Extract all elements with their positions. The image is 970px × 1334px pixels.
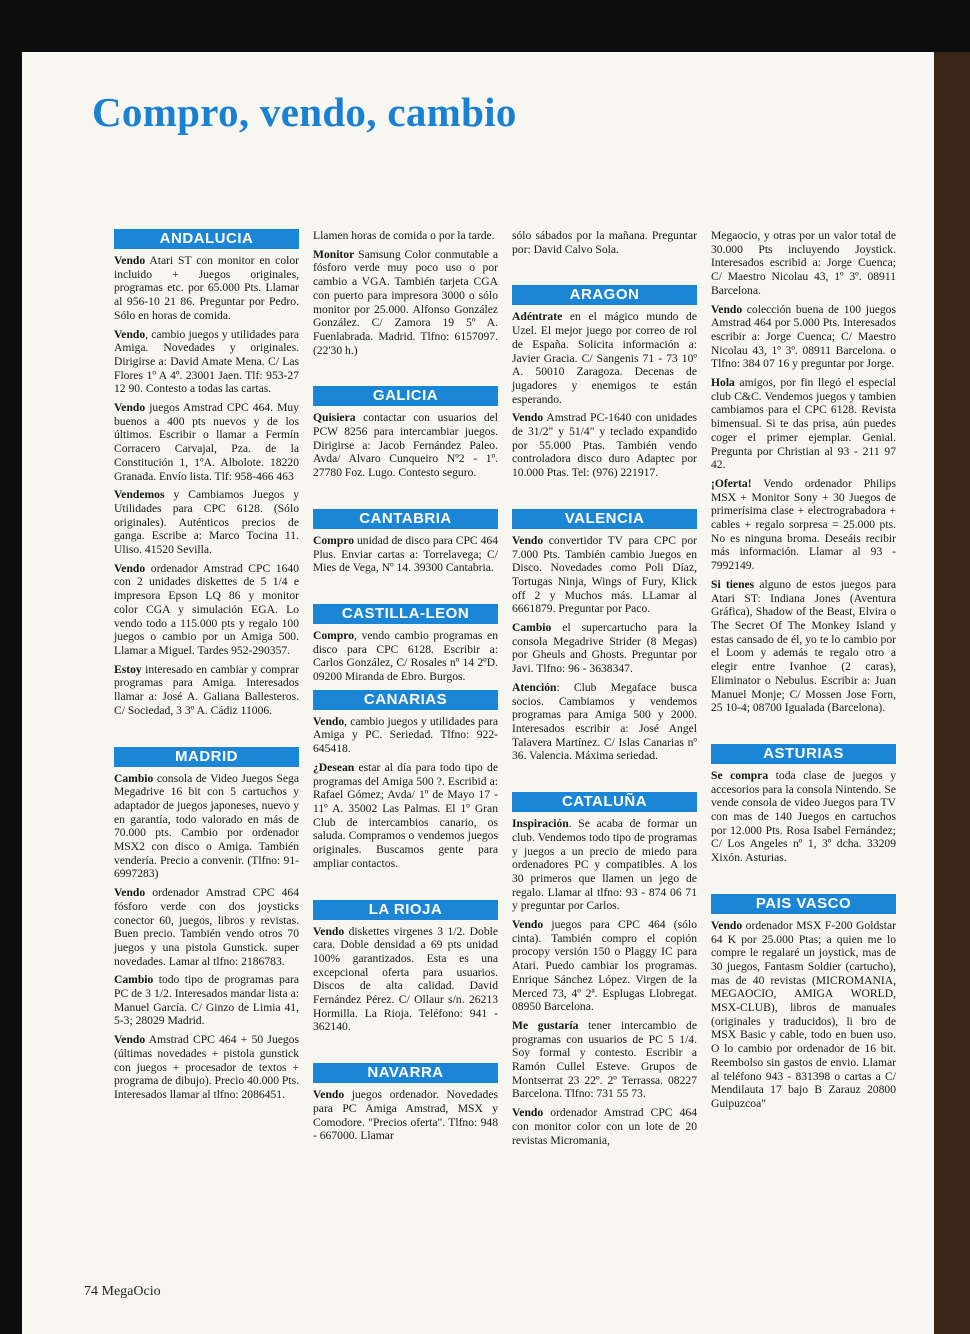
classified-ad — [512, 621, 697, 676]
ad-text: consola de Video Juegos Sega Megadrive 16 bit con 5 cartuchos y adaptador de juegos japoneses, nuevo y en garantía, todo valorado en más de 70.000 pts. Cambio por ordenador MSX2 con disco o Amiga. También vendería. Precio a convenir. (Tlfno: 91-6997283) — [114, 771, 299, 881]
ad-text: , cambio juegos y utilidades para Amiga. Novedades y originales. Dirigirse a: David Amate Mena. C/ Las Flores 1º A 4º. 23001 Jaen. Tlf: 953-27 12 90. Contesto a todas las cartas. — [114, 327, 299, 396]
ad-text: alguno de estos juegos para Atari ST: Indiana Jones (Aventura Gráfica), Shadow of the Beast, Elvira o The Secret Of The Monkey Island y estas cansado de él, yo te lo cambio por el Loom y además te regalo otro a elegir entre Ivanhoe (2 caras), Eliminator o Nebulus. Escribir a: Juan Manuel Monje; C/ Mossen Jose Forn, 25 10-4; 08700 Igualada (Barcelona). — [711, 577, 896, 715]
ad-text: colección buena de 100 juegos Amstrad 464 por 5.000 Pts. Interesados escribir a: Jorge Cuenca; C/ Maestro Nicolau 43, 1º 3º. 08911 Barcelona. o Tlfno: 384 07 16 y preguntar por Jorge. — [711, 302, 896, 371]
ad-lead-word: Vendo — [114, 254, 146, 267]
ad-lead-word: Vendo — [114, 561, 146, 575]
page-edge — [934, 52, 970, 1334]
page-title: Compro, vendo, cambio — [92, 89, 517, 135]
ad-lead-word: Estoy — [114, 662, 142, 676]
classified-ad — [114, 401, 299, 483]
ad-lead-word: Vendo — [512, 918, 544, 932]
classified-ad — [711, 919, 896, 1111]
ad-text: el supercartucho para la consola Megadrive Strider (8 Megas) por Gheuls and Ghosts. Preguntar por Javi. Tlfno: 96 - 3638347. — [512, 621, 697, 676]
region-heading: ASTURIAS — [711, 744, 896, 764]
section-spacer — [512, 261, 697, 279]
ad-text: toda clase de juegos y accesorios para la consola Nintendo. Se vende consola de video Juegos para TV con mas de 140 Juegos en cartuchos por 12.000 Pts. Rosa Isabel Fernández; C/ Los Angeles nº 1, 3º dcha. 33209 Xixón. Asturias. — [711, 768, 897, 865]
section-spacer — [313, 362, 498, 380]
ad-lead-word: Monitor — [313, 247, 355, 261]
ad-text: Samsung Color conmutable a fósforo verde muy poco uso o por cambio a VGA. También tarjeta CGA con puerto para impresora 3000 o sólo monitor por 25.000. Alfonso González González. C/ Zamora 19 5º A. Fuenlabrada. Madrid. Tlfno: 6157097. (22'30 h.) — [313, 247, 498, 357]
classified-ad — [313, 925, 498, 1035]
ad-text: Amstrad PC-1640 con unidades de 31/2" y 51/4" y teclado expandido por 55.000 Ptas. También vendo controladora disco duro Adaptec por 10.000 Ptas. Tel: (976) 221917. — [512, 411, 697, 480]
ad-text: juegos Amstrad CPC 464. Muy buenos a 400 pts nuevos y de los últimos. Escribir o llamar a Fermín Corracero Carvajal, Pza. de la Constitución 1, 1ºA. Albolote. 18220 Granada. Envío lista. Tlf: 958-466 463 — [114, 401, 299, 483]
region-heading: LA RIOJA — [313, 900, 498, 920]
page-footer: 74 MegaOcio — [84, 1284, 161, 1299]
ad-text: Megaocio, y otras por un valor total de 30.000 Pts incluyendo Joystick. Interesados escribid a: Jorge Cuenca; C/ Maestro Nicolau 43, 1º 3º. 08911 Barcelona. — [711, 229, 896, 297]
ad-lead-word: Me gustaría — [512, 1018, 579, 1032]
section-spacer — [512, 485, 697, 503]
classified-ad — [711, 303, 896, 372]
classified-ad — [114, 254, 299, 323]
ad-text: , cambio juegos y utilidades para Amiga y PC. Seriedad. Tlfno: 922-645418. — [313, 714, 498, 756]
section-spacer — [313, 485, 498, 503]
ad-lead-word: Vendo — [114, 1033, 146, 1047]
column-4 — [711, 229, 896, 1116]
ad-lead-word: Vendo — [711, 918, 743, 932]
classified-ad — [114, 663, 299, 718]
section-spacer — [114, 723, 299, 741]
classified-ad — [313, 229, 498, 243]
ad-lead-word: Atención — [512, 680, 557, 694]
classified-ad — [512, 310, 697, 406]
ad-text: amigos, por fin llegó el especial club C&C. Vendemos juegos y tambien cambiamos para el CPC 6128. Revista bimensual. Si te das prisa, aún puedes coger el primer ejemplar. Genial. Pregunta por Christian al 93 - 211 97 42. — [711, 376, 896, 472]
ad-lead-word: ¡Oferta! — [711, 476, 752, 490]
ad-text: ordenador Amstrad CPC 1640 con 2 unidades diskettes de 5 1/4 e impresora Epson LQ 86 y monitor color CGA y simulación EGA. Lo vendo todo a 115.000 pts y regalo 100 juegos o cambio por un Amiga 500. Llamar a Miguel. Tardes 952-290357. — [114, 561, 299, 657]
section-spacer — [313, 1039, 498, 1057]
classified-ad — [313, 534, 498, 575]
region-heading: PAIS VASCO — [711, 894, 896, 914]
classified-ad — [512, 229, 697, 256]
ad-text: sólo sábados por la mañana. Preguntar por: David Calvo Sola. — [512, 229, 697, 256]
region-heading: CANTABRIA — [313, 509, 498, 529]
classified-ad — [313, 411, 498, 480]
ad-lead-word: Vendo — [313, 1088, 345, 1102]
ad-text: ordenador MSX F-200 Goldstar 64 K por 25.000 Ptas; a quien me lo compre le regalaré un joystick, mas de 30 juegos, Fantasm Soldier (cartucho), mas de 40 revistas (MICROMANIA, MEGAOCIO, AMIGA WORLD, MSX-CLUB), libros de manuales (originales y traducidos), li bro de MSX Basic y cable, todo en buen uso. O lo cambio por ordenador de 16 bit. Reembolso sin gastos de envio. Llamar al teléfono 943 - 831398 o cartas a C/ Mendilauta 17 bajo B Zarauz 20800 Guipuzcoa" — [711, 918, 896, 1110]
ad-text: unidad de disco para CPC 464 Plus. Enviar cartas a: Torrelavega; C/ Mies de Vega, Nº 14. 39300 Cantabria. — [313, 533, 498, 575]
classified-ad — [512, 1019, 697, 1101]
section-spacer — [711, 870, 896, 888]
column-2 — [313, 229, 498, 1148]
section-spacer — [711, 720, 896, 738]
ad-text: en el mágico mundo de Uzel. El mejor juego por correo de rol de España. Solicita información a: Javier Gracia. C/ Sangenis 71 - 73 10º A. 50010 Zaragoza. Decenas de jugadores y enemigos te están esperando. — [512, 310, 697, 406]
region-heading: MADRID — [114, 747, 299, 767]
ad-text: estar al día para todo tipo de programas del Amiga 500 ?. Escribid a: Rafael Gómez; Avda/ 1º de Mayo 17 - 11º A. 35002 Las Palmas. El 1º Gran Club de intercambios canario, os saluda. Compramos o vendemos juegos originales. Buscamos gente para ampliar contactos. — [313, 760, 498, 870]
ad-lead-word: Vendo — [114, 886, 146, 900]
ad-lead-word: Hola — [711, 376, 735, 390]
region-heading: ARAGON — [512, 285, 697, 305]
region-heading: ANDALUCIA — [114, 229, 299, 249]
ad-lead-word: Vendemos — [114, 488, 165, 502]
classified-ad — [512, 918, 697, 1014]
classified-ad — [114, 886, 299, 968]
ad-lead-word: Vendo — [313, 924, 345, 938]
region-heading: GALICIA — [313, 386, 498, 406]
classified-ad — [512, 534, 697, 616]
ad-text: Llamen horas de comida o por la tarde. — [313, 229, 495, 242]
ad-text: diskettes virgenes 3 1/2. Doble cara. Doble densidad a 69 pts unidad 100% garantizados. Esta es una excepcional oferta para usuarios. Discos de alta calidad. David Fernández Pérez. C/ Ollaur s/n. 26213 Hormilla. La Rioja. Teléfono: 941 - 362140. — [313, 924, 498, 1034]
ad-lead-word: Compro — [313, 533, 355, 547]
ad-text: contactar con usuarios del PCW 8256 para intercambiar juegos. Dirigirse a: Jacob Fernández Paleo. Avda/ Alvaro Cunqueiro Nº2 - 1º. 27780 Foz. Lugo. Contesto seguro. — [313, 411, 498, 480]
region-heading: NAVARRA — [313, 1063, 498, 1083]
ad-text: y Cambiamos Juegos y Utilidades para CPC 6128. (Sólo originales). Auténticos precios de ganga. Escribe a: Marco Tocina 11. Uliso. 41520 Sevilla. — [114, 488, 299, 557]
classified-ad — [711, 769, 896, 865]
ad-lead-word: Vendo — [313, 714, 345, 728]
ad-lead-word: Vendo — [711, 302, 743, 316]
classified-ad — [313, 715, 498, 756]
ad-text: Atari ST con monitor en color incluido + Juegos originales, programas etc. por 65.000 Pts. Llamar al 956-10 21 86. Preguntar por Pedro. Sólo en horas de comida. — [114, 254, 299, 322]
classified-ad — [711, 376, 896, 472]
ad-lead-word: Vendo — [512, 411, 544, 425]
ad-lead-word: Vendo — [114, 327, 146, 341]
ad-text: : Club Megaface busca socios. Cambiamos y vendemos programas para Amiga 500 y 2000. Interesados escribir a: José Angel Talavera Martínez. C/ Islas Canarias nº 36. Valencia. Máxima seriedad. — [512, 680, 697, 763]
classified-ad — [313, 629, 498, 684]
column-1 — [114, 229, 299, 1107]
classified-ad — [512, 817, 697, 913]
ad-lead-word: Quisiera — [313, 411, 356, 425]
ad-text: juegos para CPC 464 (sólo cinta). También compro el copión procopy versión 150 o Plaggy IC para Atari. Puedo cambiar los programas. Enrique Sánchez López. Virgen de la Merced 73, 4º 2ª. Esplugas Llobregat. 08950 Barcelona. — [512, 918, 697, 1014]
ad-lead-word: Se compra — [711, 768, 769, 782]
classified-ad — [114, 488, 299, 557]
ad-text: Vendo ordenador Philips MSX + Monitor Sony + 30 Juegos de primerísima clase + electrograbadora + cables + regalo sorpresa = 25.000 pts. No es ninguna broma. Deseáis recibir más información. Llamar al 93 - 7992149. — [711, 476, 896, 573]
ad-lead-word: Cambio — [114, 771, 154, 785]
classified-ad — [313, 761, 498, 871]
ad-text: interesado en cambiar y comprar programas para Amiga. Interesados llamar a: José A. Galiana Ballesteros. C/ Sociedad, 3 3º A. Cádiz 11006. — [114, 662, 299, 717]
region-heading: CASTILLA-LEON — [313, 604, 498, 624]
classified-ad — [114, 328, 299, 397]
column-3 — [512, 229, 697, 1152]
ad-lead-word: Inspiración — [512, 817, 569, 831]
ad-lead-word: Si tienes — [711, 577, 755, 591]
ad-lead-word: Adéntrate — [512, 310, 563, 324]
ad-text: todo tipo de programas para PC de 3 1/2. Interesados mandar lista a: Manuel García. C/ Ginzo de Limia 41, 5-3; 28029 Madrid. — [114, 973, 299, 1028]
ad-text: ordenador Amstrad CPC 464 con monitor color con un lote de 20 revistas Micromania, — [512, 1106, 697, 1147]
section-spacer — [512, 768, 697, 786]
ad-lead-word: Vendo — [114, 401, 146, 415]
ad-lead-word: Cambio — [114, 973, 154, 987]
ad-text: . Se acaba de formar un club. Vendemos todo tipo de programas y juegos a un precio de miedo para ordenadores PC y compatibles. A los 30 primeros que llamen un jego de regalo. Llamar al tlfno: 93 - 874 06 71 y preguntar por Carlos. — [512, 817, 697, 913]
ad-text: ordenador Amstrad CPC 464 fósforo verde con dos joysticks conector 60, juegos, libros y revistas. Buen precio. También vendo otros 70 juegos y una pistola Gunstick. super novedades. Lamar al tlfno: 2186783. — [114, 886, 299, 968]
classified-ad — [512, 411, 697, 480]
ad-text: convertidor TV para CPC por 7.000 Pts. También cambio Juegos en Disco. Novedades como Poli Díaz, Tortugas Ninja, Wings of Fury, Klick off 2 y Muchos más. LLamar al 6661879. Preguntar por Paco. — [512, 533, 697, 616]
classified-ad — [313, 248, 498, 358]
classified-ad — [114, 1033, 299, 1102]
classified-ad — [711, 578, 896, 715]
classified-ad — [114, 562, 299, 658]
classified-ad — [313, 1088, 498, 1143]
classified-ad — [711, 477, 896, 573]
classified-ad — [512, 681, 697, 763]
ad-text: juegos ordenador. Novedades para PC Amiga Amstrad, MSX y Comodore. "Precios oferta". Tlfno: 948 - 667000. Llamar — [313, 1088, 498, 1143]
region-heading: CATALUÑA — [512, 792, 697, 812]
ad-lead-word: ¿Desean — [313, 760, 355, 774]
section-spacer — [313, 876, 498, 894]
section-spacer — [313, 580, 498, 598]
ad-text: , vendo cambio programas en disco para CPC 6128. Escribir a: Carlos González, C/ Rosales nº 14 2ºD. 09200 Miranda de Ebro. Burgos. — [313, 628, 498, 684]
ad-text: tener intercambio de programas con usuarios de PC 5 1/4. Soy formal y contesto. Escribir a Ramón Cullel Esteve. Grupos de Montserrat 23 22º. 2º Terrassa. 08227 Barcelona. Tlfno: 731 55 73. — [512, 1018, 697, 1101]
region-heading: VALENCIA — [512, 509, 697, 529]
region-heading: CANARIAS — [313, 690, 498, 710]
ad-lead-word: Compro — [313, 628, 355, 642]
ad-text: Amstrad CPC 464 + 50 Juegos (últimas novedades + pistola gunstick con juegos + procesador de textos + programa de dibujo). Precio 40.000 Pts. Interesados llamar al tlfno: 2086451. — [114, 1033, 299, 1101]
classified-ad — [512, 1106, 697, 1147]
ad-lead-word: Vendo — [512, 533, 544, 547]
classified-ad — [711, 229, 896, 298]
ad-lead-word: Cambio — [512, 621, 552, 635]
classified-ad — [114, 973, 299, 1028]
classified-ad — [114, 772, 299, 882]
ad-lead-word: Vendo — [512, 1106, 544, 1120]
